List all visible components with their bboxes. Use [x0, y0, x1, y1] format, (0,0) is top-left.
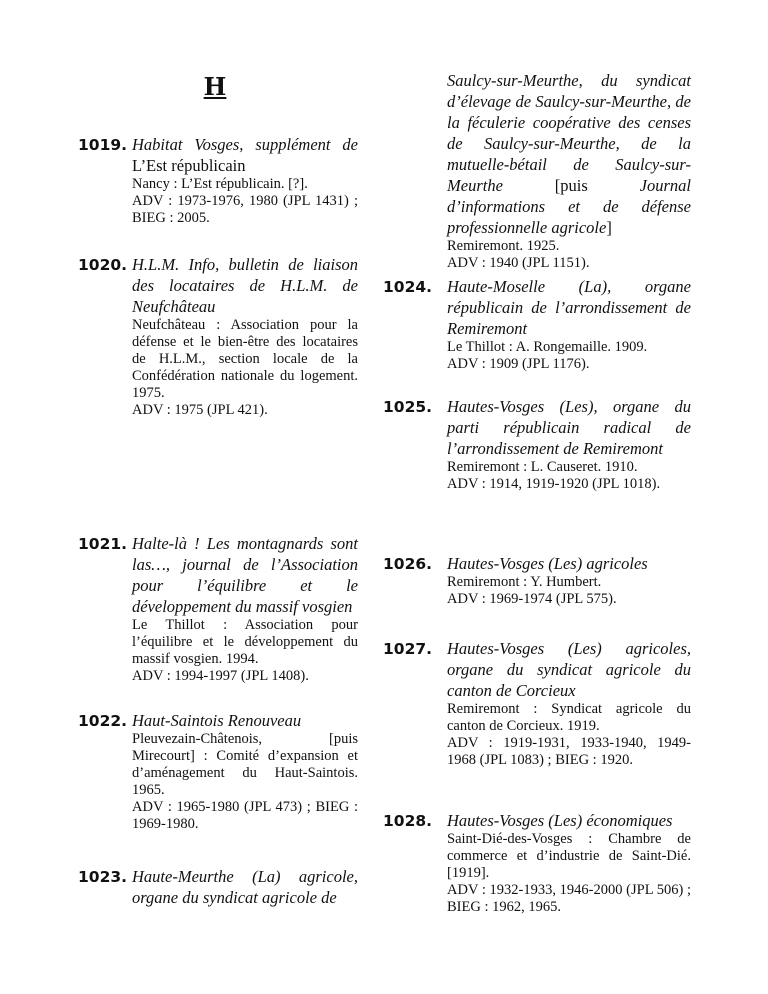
entry-title: Haute-Moselle (La), organe républicain de l’arrondissement de Remiremont	[447, 277, 691, 338]
entry-title: Halte-là ! Les montagnards sont las…, journal de l’Association pour l’équilibre et le développement du massif vosgien	[132, 534, 358, 616]
entry-number: 1023.	[78, 868, 128, 886]
entry-title: Haute-Meurthe (La) agricole, organe du syndicat agricole de	[132, 867, 358, 907]
entry-publisher: Saint-Dié-des-Vosges : Chambre de commerce et d’industrie de Saint-Dié. [1919].	[447, 831, 691, 881]
entry-number: 1025.	[383, 398, 433, 416]
entry-publisher: Remiremont. 1925.	[447, 238, 560, 254]
entry-title: Habitat Vosges, supplément de L’Est républicain	[132, 135, 358, 175]
entry-publisher: Nancy : L’Est républicain. [?].	[132, 176, 308, 192]
entry-title: Hautes-Vosges (Les) économiques	[447, 811, 673, 830]
entry-title: Saulcy-sur-Meurthe, du syndicat d’élevage de Saulcy-sur-Meurthe, de la féculerie coopérative des censes de Saulcy-sur-Meurthe, de la mutuelle-bétail de Saulcy-sur-Meurthe [puis Journal d’informations et de défense professionnelle agricole]	[447, 71, 691, 237]
entry-publisher: Le Thillot : Association pour l’équilibre et le développement du massif vosgien. 1994.	[132, 617, 358, 667]
entry-title: Hautes-Vosges (Les) agricoles, organe du syndicat agricole du canton de Corcieux	[447, 639, 691, 700]
section-letter: H	[203, 72, 227, 101]
entry-title: Hautes-Vosges (Les), organe du parti républicain radical de l’arrondissement de Remiremont	[447, 397, 691, 458]
entry-number: 1028.	[383, 812, 433, 830]
entry-number: 1026.	[383, 555, 433, 573]
entry-number: 1019.	[78, 136, 128, 154]
entry-holdings: ADV : 1909 (JPL 1176).	[447, 356, 590, 372]
entry-publisher: Remiremont : Y. Humbert.	[447, 574, 602, 590]
entry-number: 1022.	[78, 712, 128, 730]
entry-title: Haut-Saintois Renouveau	[132, 711, 302, 730]
entry-holdings: ADV : 1919-1931, 1933-1940, 1949-1968 (JPL 1083) ; BIEG : 1920.	[447, 735, 691, 768]
entry-holdings: ADV : 1940 (JPL 1151).	[447, 255, 590, 271]
entry-holdings: ADV : 1914, 1919-1920 (JPL 1018).	[447, 476, 661, 492]
entry-publisher: Remiremont : Syndicat agricole du canton de Corcieux. 1919.	[447, 701, 691, 734]
entry-holdings: ADV : 1975 (JPL 421).	[132, 402, 268, 418]
entry-number: 1020.	[78, 256, 128, 274]
entry-number: 1027.	[383, 640, 433, 658]
entry-title: H.L.M. Info, bulletin de liaison des locataires de H.L.M. de Neufchâteau	[132, 255, 358, 316]
entry-holdings: ADV : 1994-1997 (JPL 1408).	[132, 668, 309, 684]
entry-number: 1021.	[78, 535, 128, 553]
entry-number: 1024.	[383, 278, 433, 296]
entry-publisher: Pleuvezain-Châtenois, [puis Mirecourt] : Comité d’expansion et d’aménagement du Haut-Saintois. 1965.	[132, 731, 358, 798]
entry-holdings: ADV : 1932-1933, 1946-2000 (JPL 506) ; BIEG : 1962, 1965.	[447, 882, 691, 915]
entry-title: Hautes-Vosges (Les) agricoles	[447, 554, 648, 573]
entry-holdings: ADV : 1969-1974 (JPL 575).	[447, 591, 617, 607]
entry-publisher: Le Thillot : A. Rongemaille. 1909.	[447, 339, 648, 355]
entry-publisher: Remiremont : L. Causeret. 1910.	[447, 459, 638, 475]
entry-publisher: Neufchâteau : Association pour la défense et le bien-être des locataires de H.L.M., section locale de la Confédération nationale du logement. 1975.	[132, 317, 358, 401]
entry-holdings: ADV : 1973-1976, 1980 (JPL 1431) ; BIEG : 2005.	[132, 193, 358, 226]
entry-holdings: ADV : 1965-1980 (JPL 473) ; BIEG : 1969-1980.	[132, 799, 358, 832]
